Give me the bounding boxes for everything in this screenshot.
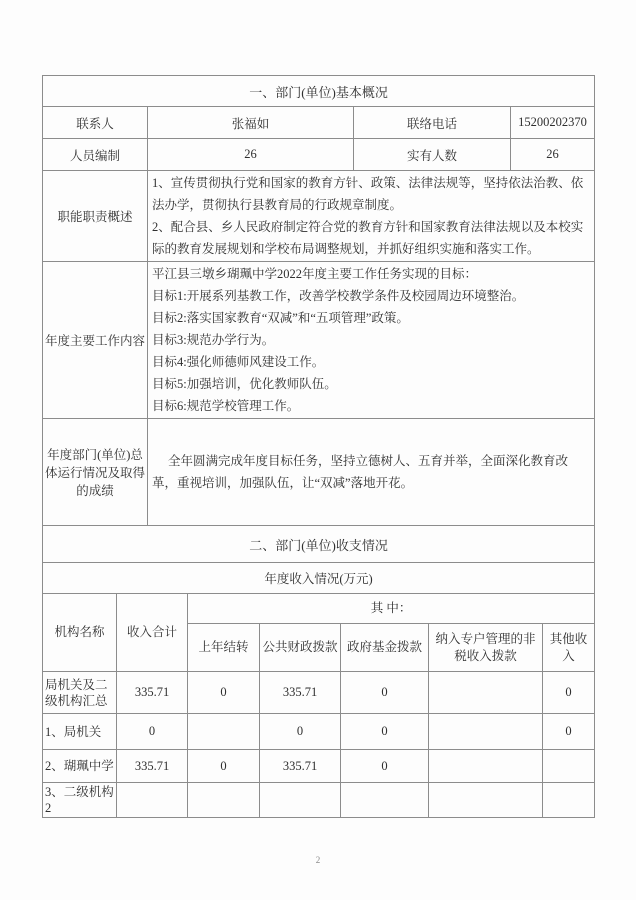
cell-nontax [429,672,543,714]
col-header-among: 其 中： [188,594,595,624]
table-row [43,76,595,107]
table-row [43,107,595,139]
cell-carryover [188,714,260,750]
cell-gov-fund: 0 [341,750,429,783]
table-row [43,714,595,750]
staffing-label: 人员编制 [43,139,148,171]
table-row [43,783,595,818]
col-header-other: 其他收入 [543,624,595,672]
cell-public-finance: 0 [260,714,341,750]
contact-value: 张福如 [148,107,354,139]
cell-nontax [429,783,543,818]
duties-content [148,171,595,262]
performance-label: 年度部门(单位)总体运行情况及取得的成绩 [43,419,148,526]
cell-nontax [429,714,543,750]
cell-gov-fund: 0 [341,672,429,714]
performance-content [148,419,595,526]
actual-headcount-value: 26 [511,139,595,171]
table-row [43,563,595,594]
cell-other [543,783,595,818]
work-line: 目标3:规范办学行为。 [152,333,275,347]
table-row [43,419,595,526]
cell-org-name: 3、二级机构2 [43,783,117,818]
section2-title: 二、部门(单位)收支情况 [43,526,595,563]
table-row [43,672,595,714]
cell-gov-fund [341,783,429,818]
duties-label: 职能职责概述 [43,171,148,262]
cell-total: 335.71 [117,672,188,714]
cell-public-finance: 335.71 [260,750,341,783]
col-header-public-finance: 公共财政拨款 [260,624,341,672]
cell-total [117,783,188,818]
cell-other: 0 [543,714,595,750]
cell-nontax [429,750,543,783]
table-row [43,139,595,171]
cell-org-name: 1、局机关 [43,714,117,750]
work-line: 目标2:落实国家教育“双减”和“五项管理”政策。 [152,311,409,325]
work-line: 目标4:强化师德师风建设工作。 [152,355,325,369]
col-header-nontax: 纳入专户管理的非税收入拨款 [429,624,543,672]
cell-other [543,750,595,783]
cell-carryover: 0 [188,672,260,714]
cell-public-finance [260,783,341,818]
basic-info-table [42,75,595,594]
phone-value: 15200202370 [511,107,595,139]
section1-title: 一、部门(单位)基本概况 [43,76,595,107]
duties-item: 1、宣传贯彻执行党和国家的教育方针、政策、法律法规等，坚持依法治教、依法办学，贯彻执行县教育局的行政规章制度。 [152,176,584,212]
cell-other: 0 [543,672,595,714]
cell-carryover: 0 [188,750,260,783]
col-header-gov-fund: 政府基金拨款 [341,624,429,672]
performance-text: 全年圆满完成年度目标任务，坚持立德树人、五育并举，全面深化教育改革，重视培训，加强队伍，让“双减”落地开花。 [152,454,569,490]
col-header-carryover: 上年结转 [188,624,260,672]
cell-carryover [188,783,260,818]
table-row [43,750,595,783]
actual-headcount-label: 实有人数 [354,139,511,171]
table-row [43,526,595,563]
cell-total: 0 [117,714,188,750]
cell-total: 335.71 [117,750,188,783]
staffing-value: 26 [148,139,354,171]
work-line: 平江县三墩乡瑚珮中学2022年度主要工作任务实现的目标： [152,267,478,281]
phone-label: 联络电话 [354,107,511,139]
document-page [42,75,594,818]
annual-work-content [148,262,595,419]
annual-work-label: 年度主要工作内容 [43,262,148,419]
cell-gov-fund: 0 [341,714,429,750]
col-header-org: 机构名称 [43,594,117,672]
page-number: 2 [315,855,321,865]
table-header-row [43,594,595,624]
work-line: 目标1:开展系列基教工作，改善学校教学条件及校园周边环境整治。 [152,289,525,303]
contact-label: 联系人 [43,107,148,139]
cell-org-name: 2、瑚珮中学 [43,750,117,783]
work-line: 目标5:加强培训，优化教师队伍。 [152,377,337,391]
work-line: 目标6:规范学校管理工作。 [152,399,300,413]
income-table-title: 年度收入情况(万元) [43,563,595,594]
duties-item: 2、配合县、乡人民政府制定符合党的教育方针和国家教育法律法规以及本校实际的教育发展规划和学校布局调整规划，并抓好组织实施和落实工作。 [152,220,584,256]
table-row [43,171,595,262]
cell-org-name: 局机关及二级机构汇总 [43,672,117,714]
cell-public-finance: 335.71 [260,672,341,714]
col-header-total: 收入合计 [117,594,188,672]
table-row [43,262,595,419]
income-table [42,593,595,818]
